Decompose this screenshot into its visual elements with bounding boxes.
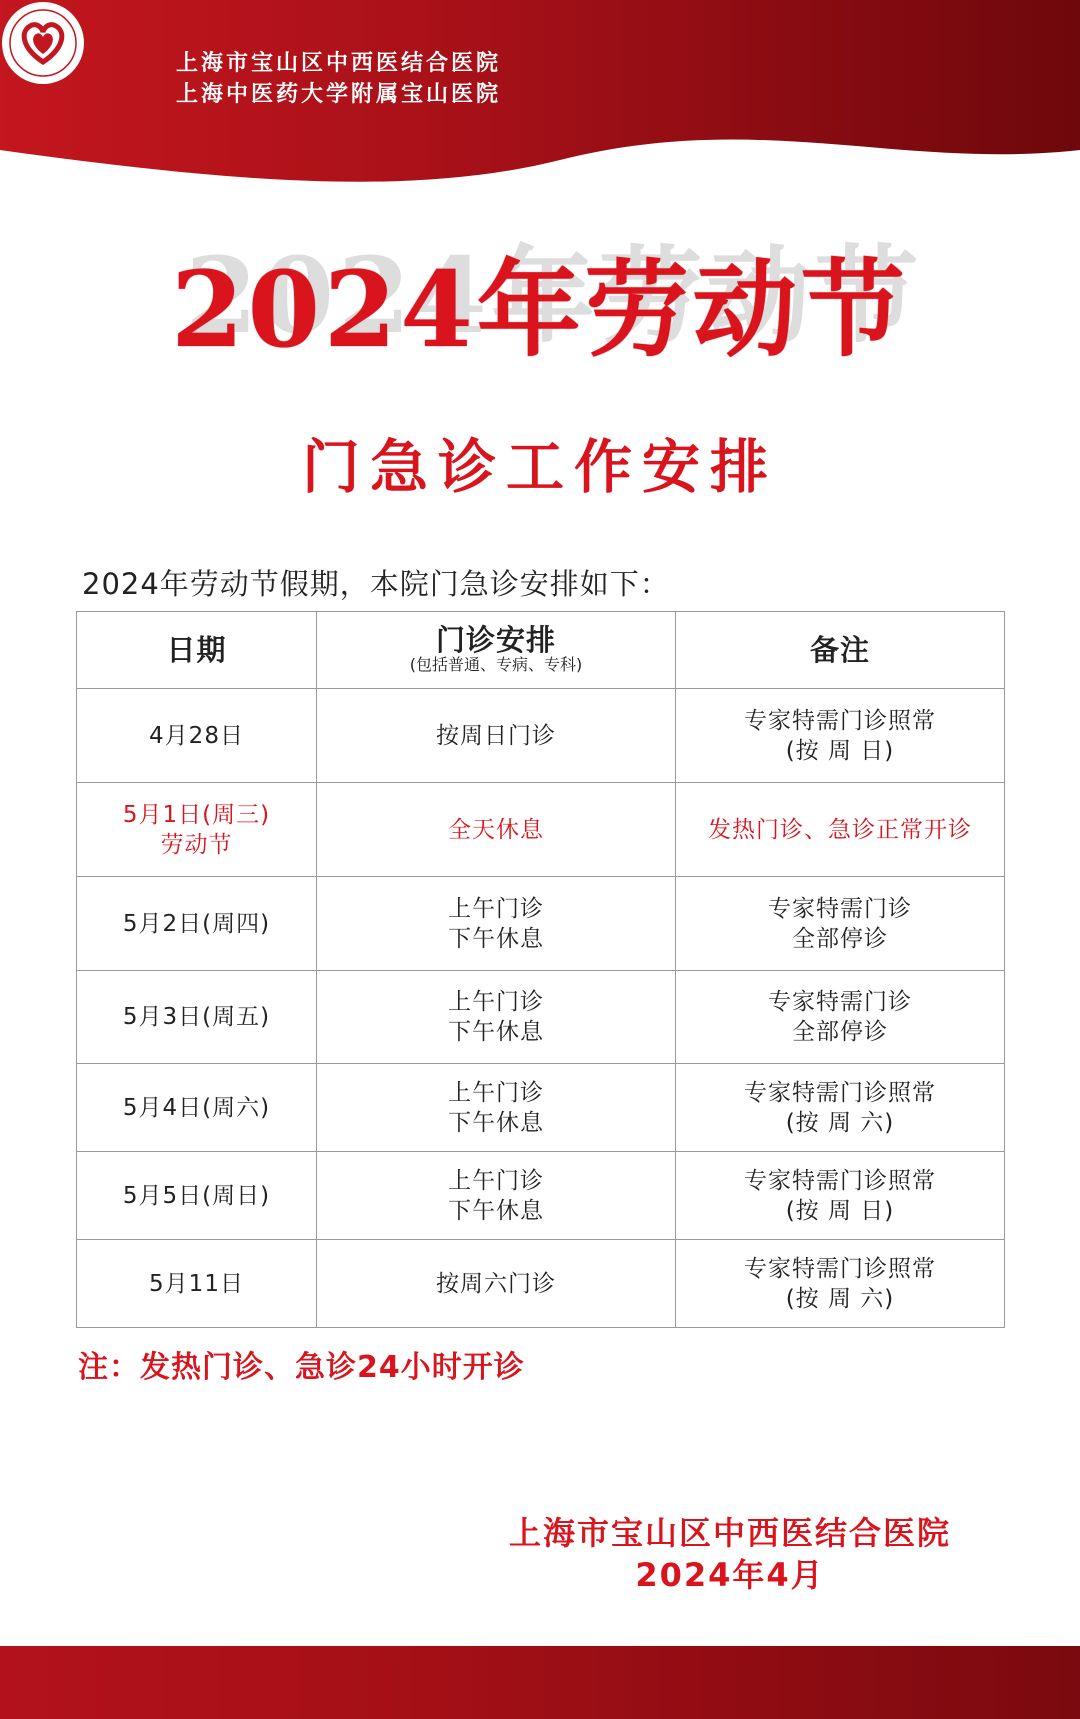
signature-org: 上海市宝山区中西医结合医院 — [508, 1514, 951, 1552]
table-row — [77, 689, 1005, 783]
schedule-table — [76, 611, 1005, 1328]
cell-remarks-line: (按 周 日) — [785, 737, 895, 764]
header-wave — [0, 0, 1080, 200]
cell-date — [77, 971, 317, 1064]
header-clinic-label: 门诊安排 — [435, 623, 556, 657]
cell-remarks — [676, 783, 1005, 877]
table-row — [77, 971, 1005, 1064]
cell-clinic — [317, 783, 676, 877]
table-row — [77, 783, 1005, 877]
cell-remarks-line: (按 周 六) — [785, 1109, 895, 1136]
cell-remarks — [676, 877, 1005, 971]
page-title: 2024年劳动节 — [171, 248, 909, 371]
cell-clinic-line: 上午门诊 — [448, 1079, 544, 1106]
cell-remarks-line: 专家特需门诊照常 — [744, 1167, 936, 1194]
cell-date — [77, 1064, 317, 1152]
cell-clinic-line: 全天休息 — [448, 816, 544, 843]
cell-remarks-line: 专家特需门诊 — [768, 989, 912, 1015]
intro-text: 2024年劳动节假期，本院门急诊安排如下： — [82, 567, 670, 601]
cell-date-line: 5月2日(周四) — [122, 910, 271, 937]
footer-band — [0, 1646, 1080, 1719]
hospital-name-secondary: 上海中医药大学附属宝山医院 — [176, 82, 502, 107]
cell-clinic — [317, 689, 676, 783]
cell-remarks — [676, 689, 1005, 783]
cell-clinic — [317, 1152, 676, 1240]
cell-clinic-line: 下午休息 — [448, 1197, 544, 1224]
cell-clinic — [317, 877, 676, 971]
cell-date-line: 4月28日 — [149, 722, 244, 749]
cell-remarks-line: 专家特需门诊 — [768, 895, 912, 922]
cell-remarks-line: 全部停诊 — [792, 1019, 888, 1045]
table-row — [77, 877, 1005, 971]
hospital-name-primary: 上海市宝山区中西医结合医院 — [176, 51, 502, 76]
cell-date-line: 劳动节 — [160, 831, 233, 858]
cell-date-line: 5月1日(周三) — [122, 801, 271, 828]
cell-remarks — [676, 1064, 1005, 1152]
header-band — [0, 0, 1080, 200]
cell-date — [77, 877, 317, 971]
schedule-body — [77, 689, 1005, 1328]
cell-clinic-line: 上午门诊 — [448, 989, 544, 1015]
cell-clinic — [317, 971, 676, 1064]
cell-clinic-line: 按周六门诊 — [436, 1270, 556, 1297]
cell-remarks-line: 专家特需门诊照常 — [744, 1255, 936, 1282]
cell-remarks-line: (按 周 日) — [785, 1197, 895, 1224]
cell-clinic-line: 上午门诊 — [448, 895, 544, 922]
hospital-heart-logo-icon — [0, 0, 86, 86]
header-clinic — [317, 612, 676, 689]
header-clinic-note: (包括普通、专病、专科) — [409, 655, 583, 674]
cell-date-line: 5月11日 — [149, 1270, 244, 1297]
table-header-row — [77, 612, 1005, 689]
cell-date-line: 5月3日(周五) — [122, 1004, 271, 1030]
cell-remarks — [676, 971, 1005, 1064]
cell-remarks — [676, 1240, 1005, 1328]
cell-clinic-line: 上午门诊 — [448, 1167, 544, 1194]
cell-date — [77, 783, 317, 877]
cell-remarks-line: (按 周 六) — [785, 1285, 895, 1312]
footnote: 注：发热门诊、急诊24小时开诊 — [78, 1350, 525, 1385]
cell-clinic — [317, 1064, 676, 1152]
cell-date-line: 5月4日(周六) — [122, 1094, 271, 1121]
cell-date-line: 5月5日(周日) — [122, 1182, 271, 1209]
page-subtitle: 门急诊工作安排 — [301, 433, 778, 501]
table-row — [77, 1240, 1005, 1328]
cell-remarks — [676, 1152, 1005, 1240]
cell-clinic — [317, 1240, 676, 1328]
cell-remarks-line: 专家特需门诊照常 — [744, 707, 936, 734]
table-row — [77, 1152, 1005, 1240]
cell-date — [77, 1152, 317, 1240]
cell-clinic-line: 下午休息 — [448, 925, 544, 952]
cell-remarks-line: 发热门诊、急诊正常开诊 — [708, 816, 972, 843]
cell-remarks-line: 专家特需门诊照常 — [744, 1079, 936, 1106]
cell-clinic-line: 下午休息 — [448, 1019, 544, 1045]
signature-date: 2024年4月 — [635, 1556, 825, 1594]
header-date: 日期 — [77, 612, 317, 689]
cell-remarks-line: 全部停诊 — [792, 925, 888, 952]
hospital-names — [176, 48, 501, 110]
cell-clinic-line: 下午休息 — [448, 1109, 544, 1136]
cell-date — [77, 1240, 317, 1328]
table-row — [77, 1064, 1005, 1152]
header-remarks: 备注 — [676, 612, 1005, 689]
cell-date — [77, 689, 317, 783]
cell-clinic-line: 按周日门诊 — [436, 722, 556, 749]
signature — [470, 1512, 990, 1596]
